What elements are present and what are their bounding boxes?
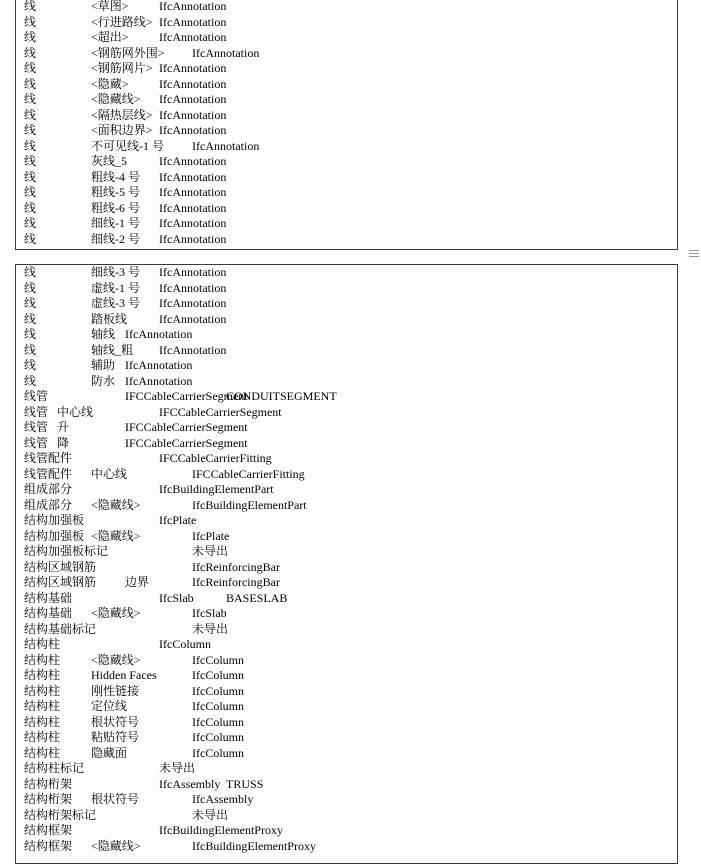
table-cell: <草图>	[91, 0, 129, 13]
table-cell: CONDUITSEGMENT	[226, 389, 337, 403]
table-cell: 刚性链接	[91, 683, 140, 698]
table-cell: 线管	[24, 435, 49, 450]
table-row	[24, 46, 677, 62]
table-row	[24, 343, 677, 359]
table-cell: 结构柱	[24, 714, 61, 729]
table-cell: IfcAnnotation	[159, 280, 227, 295]
table-cell: IfcColumn	[159, 637, 211, 651]
table-cell: 粘贴符号	[91, 730, 140, 744]
table-cell: 线	[24, 123, 37, 137]
table-cell: <隐藏线>	[91, 652, 141, 667]
table-cell: 线	[24, 311, 37, 326]
table-cell: IFCCableCarrierSegment	[125, 389, 248, 403]
table-row	[24, 637, 677, 653]
table-cell: 结构基础	[24, 606, 73, 620]
table-row	[24, 405, 677, 421]
table-cell: 未导出	[192, 621, 229, 636]
table-row	[24, 482, 677, 498]
table-cell: 线	[24, 154, 37, 168]
table-row	[24, 232, 677, 248]
table-cell: 结构加强板标记	[24, 544, 109, 558]
table-cell: 结构柱	[24, 699, 61, 713]
table-cell: 结构加强板	[24, 528, 85, 543]
table-row	[24, 715, 677, 731]
table-row	[24, 653, 677, 669]
table-cell: <隐藏线>	[91, 838, 141, 853]
table-row	[24, 777, 677, 793]
table-cell: 降	[57, 435, 70, 450]
table-cell: <超出>	[91, 30, 129, 44]
table-cell: 细线-3 号	[91, 265, 140, 279]
table-cell: <隐藏线>	[91, 606, 141, 620]
table-cell: 线	[24, 61, 37, 75]
table-cell: IfcAssembly	[159, 776, 221, 791]
table-cell: IfcAnnotation	[192, 138, 260, 153]
table-cell: 灰线_5	[91, 154, 128, 168]
table-cell: 线	[24, 280, 37, 295]
table-cell: IFCCableCarrierSegment	[125, 435, 248, 450]
table-cell: 线	[24, 342, 37, 357]
table-cell: 线	[24, 216, 37, 230]
table-cell: 未导出	[192, 544, 229, 558]
table-cell: 结构桁架	[24, 776, 73, 791]
table-cell: <隐藏线>	[91, 528, 141, 543]
table-cell: IfcAnnotation	[159, 123, 227, 137]
table-cell: 线管	[24, 420, 49, 434]
table-cell: IfcAnnotation	[159, 231, 227, 246]
table-cell: 踏板线	[91, 311, 128, 326]
table-cell: 线	[24, 92, 37, 106]
table-row	[24, 622, 677, 638]
table-cell: 线	[24, 200, 37, 215]
table-cell: 组成部分	[24, 497, 73, 512]
table-cell: 结构柱	[24, 745, 61, 760]
table-cell: 结构柱	[24, 637, 61, 651]
table-cell: 防水	[91, 373, 116, 388]
table-cell: IfcAnnotation	[159, 342, 227, 357]
table-cell: 线	[24, 14, 37, 29]
table-cell: IfcColumn	[192, 668, 244, 682]
table-row	[24, 436, 677, 452]
table-cell: 辅助	[91, 358, 116, 372]
table-cell: IfcSlab	[159, 590, 194, 605]
table-cell: 线	[24, 30, 37, 44]
table-cell: Hidden Faces	[91, 668, 157, 682]
table-cell: IfcColumn	[192, 745, 244, 760]
table-row	[24, 374, 677, 390]
table-cell: IfcColumn	[192, 699, 244, 713]
table-cell: 未导出	[159, 761, 196, 775]
table-cell: IfcAnnotation	[159, 154, 227, 168]
table-row	[24, 606, 677, 622]
table-cell: IfcAnnotation	[159, 61, 227, 75]
table-row	[24, 684, 677, 700]
table-cell: <钢筋网外围>	[91, 45, 165, 60]
table-bottom-rows	[24, 265, 677, 854]
table-cell: 结构区域钢筋	[24, 559, 97, 574]
table-cell: IfcAnnotation	[125, 327, 193, 341]
table-cell: 定位线	[91, 699, 128, 713]
table-cell: 虚线-1 号	[91, 280, 140, 295]
table-cell: <隐藏线>	[91, 497, 141, 512]
table-cell: 线	[24, 0, 37, 13]
table-cell: IfcAnnotation	[159, 311, 227, 326]
table-cell: <隐藏>	[91, 76, 129, 91]
table-cell: 不可见线-1 号	[91, 138, 164, 153]
table-cell: 粗线-5 号	[91, 185, 140, 199]
table-cell: TRUSS	[226, 776, 264, 791]
table-cell: 结构区域钢筋	[24, 575, 97, 589]
table-row	[24, 296, 677, 312]
table-cell: IfcBuildingElementProxy	[159, 823, 283, 837]
table-cell: 线	[24, 185, 37, 199]
table-cell: 线	[24, 265, 37, 279]
table-resize-handle-icon[interactable]	[689, 248, 699, 258]
table-cell: 结构基础	[24, 590, 73, 605]
table-cell: 线管配件	[24, 466, 73, 481]
table-cell: 结构框架	[24, 823, 73, 837]
table-top	[15, 0, 678, 250]
table-cell: IfcAnnotation	[159, 296, 227, 310]
table-cell: IfcAnnotation	[159, 265, 227, 279]
table-row	[24, 575, 677, 591]
table-cell: 线	[24, 327, 37, 341]
table-row	[24, 746, 677, 762]
table-cell: 组成部分	[24, 482, 73, 496]
table-cell: 线	[24, 138, 37, 153]
table-cell: <隔热层线>	[91, 107, 153, 122]
table-cell: IfcAnnotation	[125, 373, 193, 388]
table-cell: 结构柱	[24, 652, 61, 667]
table-row	[24, 15, 677, 31]
table-cell: IfcAnnotation	[159, 169, 227, 184]
table-row	[24, 792, 677, 808]
table-cell: IfcAnnotation	[159, 76, 227, 91]
table-cell: 线	[24, 169, 37, 184]
table-cell: IfcPlate	[159, 513, 197, 527]
table-cell: 线管	[24, 389, 49, 403]
table-cell: 中心线	[91, 466, 128, 481]
left-margin	[0, 0, 15, 845]
table-row	[24, 154, 677, 170]
table-cell: <面积边界>	[91, 123, 153, 137]
table-cell: 结构柱标记	[24, 761, 85, 775]
table-cell: BASESLAB	[226, 590, 288, 605]
table-cell: IfcAnnotation	[159, 0, 227, 13]
table-row	[24, 591, 677, 607]
table-row	[24, 808, 677, 824]
table-cell: IfcReinforcingBar	[192, 575, 280, 589]
table-row	[24, 139, 677, 155]
table-cell: 线管配件	[24, 451, 73, 465]
table-cell: IFCCableCarrierFitting	[192, 466, 305, 481]
table-cell: 细线-2 号	[91, 231, 140, 246]
table-cell: 线管	[24, 404, 49, 419]
table-row	[24, 265, 677, 281]
table-row	[24, 185, 677, 201]
table-cell: IfcBuildingElementPart	[159, 482, 274, 496]
table-cell: IfcAssembly	[192, 792, 254, 806]
table-cell: 升	[57, 420, 70, 434]
table-cell: 结构框架	[24, 838, 73, 853]
table-cell: IfcColumn	[192, 652, 244, 667]
table-row	[24, 92, 677, 108]
table-row	[24, 77, 677, 93]
table-cell: 根状符号	[91, 714, 140, 729]
table-cell: 线	[24, 296, 37, 310]
table-cell: 线	[24, 107, 37, 122]
table-row	[24, 839, 677, 855]
table-cell: 线	[24, 373, 37, 388]
table-row	[24, 823, 677, 839]
table-cell: 结构柱	[24, 668, 61, 682]
table-cell: IfcReinforcingBar	[192, 559, 280, 574]
table-row	[24, 358, 677, 374]
table-cell: 结构桁架	[24, 792, 73, 806]
table-cell: 结构加强板	[24, 513, 85, 527]
table-row	[24, 761, 677, 777]
table-row	[24, 513, 677, 529]
table-cell: 根状符号	[91, 792, 140, 806]
table-cell: 细线-1 号	[91, 216, 140, 230]
table-row	[24, 467, 677, 483]
table-cell: 粗线-6 号	[91, 200, 140, 215]
table-row	[24, 730, 677, 746]
table-cell: 隐藏面	[91, 745, 128, 760]
table-row	[24, 170, 677, 186]
table-cell: IfcColumn	[192, 730, 244, 744]
table-row	[24, 201, 677, 217]
table-cell: IfcColumn	[192, 714, 244, 729]
table-cell: IFCCableCarrierSegment	[159, 404, 282, 419]
table-row	[24, 544, 677, 560]
table-row	[24, 389, 677, 405]
table-cell: IfcAnnotation	[192, 45, 260, 60]
table-cell: IfcColumn	[192, 683, 244, 698]
table-row	[24, 560, 677, 576]
table-row	[24, 699, 677, 715]
table-cell: IfcAnnotation	[159, 216, 227, 230]
table-cell: 边界	[125, 575, 150, 589]
table-row	[24, 668, 677, 684]
table-cell: 未导出	[192, 807, 229, 822]
table-row	[24, 0, 677, 15]
table-row	[24, 498, 677, 514]
table-top-rows	[24, 0, 677, 247]
table-cell: <钢筋网片>	[91, 61, 153, 75]
table-cell: 线	[24, 231, 37, 246]
table-cell: 结构柱	[24, 730, 61, 744]
table-cell: IFCCableCarrierFitting	[159, 451, 272, 465]
table-cell: IFCCableCarrierSegment	[125, 420, 248, 434]
table-cell: IfcAnnotation	[159, 92, 227, 106]
table-row	[24, 312, 677, 328]
table-row	[24, 420, 677, 436]
table-cell: 轴线	[91, 327, 116, 341]
table-cell: IfcAnnotation	[159, 30, 227, 44]
table-cell: 粗线-4 号	[91, 169, 140, 184]
table-cell: IfcBuildingElementProxy	[192, 838, 316, 853]
table-cell: IfcSlab	[192, 606, 227, 620]
table-cell: 线	[24, 358, 37, 372]
table-row	[24, 451, 677, 467]
table-cell: 线	[24, 45, 37, 60]
table-row	[24, 30, 677, 46]
table-row	[24, 61, 677, 77]
table-cell: IfcPlate	[192, 528, 230, 543]
table-bottom	[15, 264, 678, 864]
table-cell: <隐藏线>	[91, 92, 141, 106]
table-row	[24, 281, 677, 297]
table-cell: 轴线_粗	[91, 342, 134, 357]
table-row	[24, 529, 677, 545]
table-cell: IfcAnnotation	[159, 14, 227, 29]
table-cell: 中心线	[57, 404, 94, 419]
table-cell: 虚线-3 号	[91, 296, 140, 310]
table-row	[24, 216, 677, 232]
table-cell: IfcAnnotation	[159, 185, 227, 199]
table-row	[24, 327, 677, 343]
table-cell: 结构桁架标记	[24, 807, 97, 822]
table-cell: IfcBuildingElementPart	[192, 497, 307, 512]
table-cell: 结构柱	[24, 683, 61, 698]
table-cell: IfcAnnotation	[159, 200, 227, 215]
table-cell: 结构基础标记	[24, 621, 97, 636]
table-row	[24, 123, 677, 139]
table-cell: IfcAnnotation	[125, 358, 193, 372]
table-row	[24, 108, 677, 124]
table-cell: IfcAnnotation	[159, 107, 227, 122]
table-cell: <行进路线>	[91, 14, 153, 29]
table-cell: 线	[24, 76, 37, 91]
